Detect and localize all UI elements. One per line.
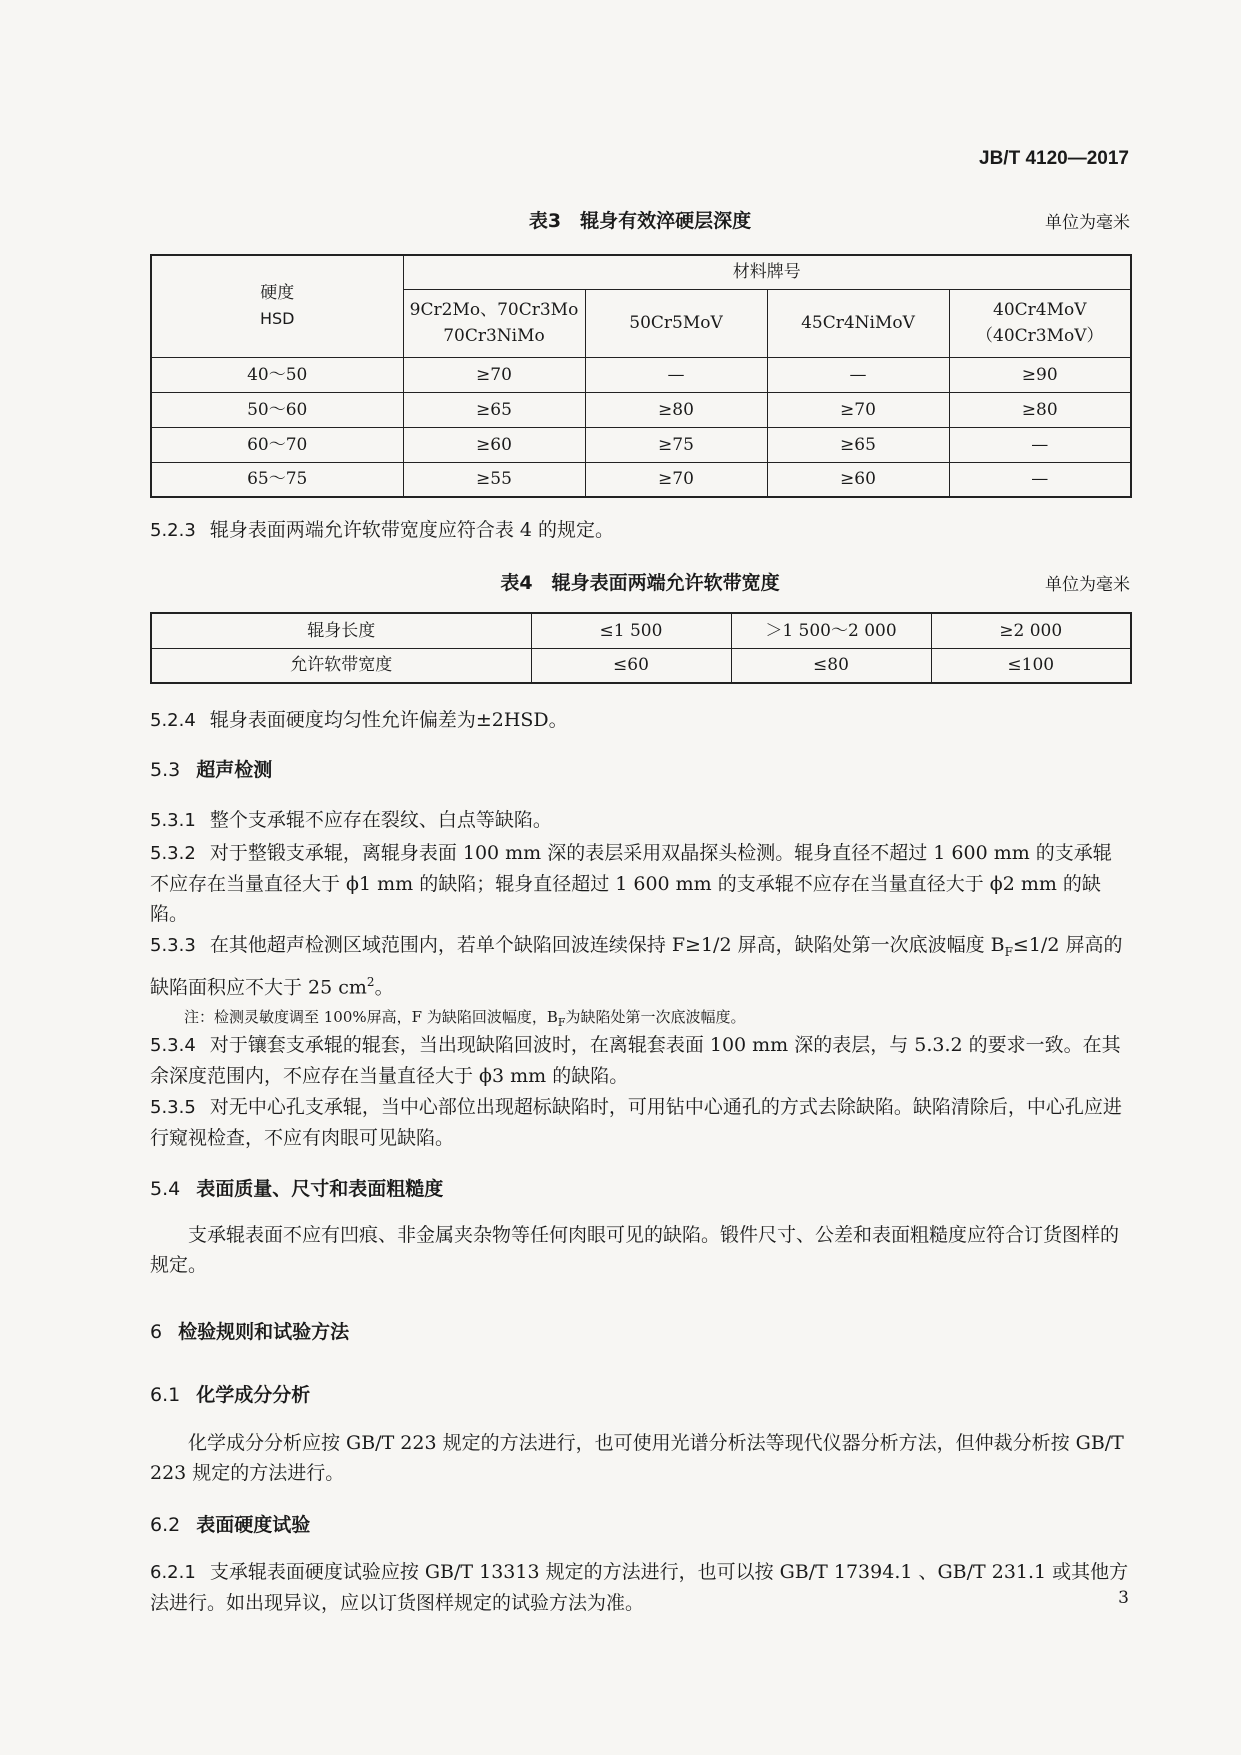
table-cell: ≤1 500 [531, 613, 731, 648]
col1-line2: 70Cr3NiMo [443, 326, 545, 346]
clause-text: 在其他超声检测区域范围内，若单个缺陷回波连续保持 F≥1/2 屏高，缺陷处第一次底波幅度 B [209, 934, 1005, 956]
table-cell: — [949, 462, 1131, 497]
table-cell: ≥60 [767, 462, 949, 497]
table-cell: ＞1 500～2 000 [731, 613, 931, 648]
section-title: 检验规则和试验方法 [178, 1321, 350, 1343]
clause-text: 化学成分分析应按 GB/T 223 规定的方法进行，也可使用光谱分析法等现代仪器分析方法，但仲裁分析按 GB/T 223 规定的方法进行。 [150, 1432, 1124, 1484]
table4 [150, 612, 1132, 684]
clause-text: 辊身表面两端允许软带宽度应符合表 4 的规定。 [209, 519, 614, 541]
section-number: 5.3 [150, 759, 181, 781]
table3-title: 表3 辊身有效淬硬层深度 [528, 210, 752, 232]
page-number: 3 [1118, 1588, 1129, 1608]
table3-col2-header: 50Cr5MoV [585, 289, 767, 357]
clause-5-3-1 [150, 805, 1130, 836]
table-cell: ≥65 [403, 392, 585, 427]
clause-6-2-1 [150, 1557, 1130, 1618]
table-row [151, 648, 1131, 683]
clause-5-2-4 [150, 705, 1130, 736]
table3-caption-row [150, 206, 1130, 234]
table-cell: ≥55 [403, 462, 585, 497]
clause-number: 5.2.3 [150, 520, 196, 541]
clause-5-3-5 [150, 1092, 1130, 1153]
table-row [151, 357, 1131, 392]
superscript: 2 [366, 974, 375, 989]
table-row [151, 462, 1131, 497]
table-cell: ≥75 [585, 427, 767, 462]
section-number: 6 [150, 1321, 163, 1343]
clause-number: 5.3.3 [150, 935, 196, 956]
col4-line2: （40Cr3MoV） [976, 326, 1104, 346]
table-cell: 40～50 [151, 357, 403, 392]
section-number: 6.1 [150, 1384, 181, 1406]
table4-unit: 单位为毫米 [1045, 575, 1130, 595]
table-cell: ≥80 [949, 392, 1131, 427]
section-6-2-heading [150, 1510, 310, 1537]
clause-text: 支承辊表面硬度试验应按 GB/T 13313 规定的方法进行，也可以按 GB/T 17394.1 、GB/T 231.1 或其他方法进行。如出现异议，应以订货图样规定的试验方法为准。 [150, 1561, 1129, 1614]
clause-text: 。 [374, 976, 394, 999]
section-number: 6.2 [150, 1514, 181, 1536]
clause-5-3-2 [150, 838, 1130, 929]
table-cell: ≤100 [931, 648, 1131, 683]
subscript: F [1004, 944, 1013, 959]
clause-text: 对于整锻支承辊，离辊身表面 100 mm 深的表层采用双晶探头检测。辊身直径不超过 1 600 mm 的支承辊不应存在当量直径大于 ϕ1 mm 的缺陷；辊身直径超过 1 600 mm 的支承辊不应存在当量直径大于 ϕ2 mm 的缺陷。 [150, 842, 1112, 925]
table-cell: 允许软带宽度 [151, 648, 531, 683]
table-cell: ≥65 [767, 427, 949, 462]
table-cell: ≤80 [731, 648, 931, 683]
table-cell: — [767, 357, 949, 392]
table3 [150, 254, 1132, 498]
row-header-line2: HSD [259, 309, 295, 329]
section-title: 超声检测 [196, 759, 273, 781]
table3-col3-header: 45Cr4NiMoV [767, 289, 949, 357]
clause-number: 5.3.2 [150, 843, 196, 864]
clause-number: 5.2.4 [150, 710, 196, 731]
clause-text: 对于镶套支承辊的辊套，当出现缺陷回波时，在离辊套表面 100 mm 深的表层，与 5.3.2 的要求一致。在其余深度范围内，不应存在当量直径大于 ϕ3 mm 的缺陷。 [150, 1034, 1121, 1087]
section-title: 表面质量、尺寸和表面粗糙度 [196, 1178, 444, 1200]
section-6-1-heading [150, 1380, 310, 1407]
clause-5-3-4 [150, 1030, 1130, 1091]
table-cell: ≥70 [585, 462, 767, 497]
clause-number: 6.2.1 [150, 1562, 196, 1583]
table-cell: 65～75 [151, 462, 403, 497]
section-title: 化学成分分析 [196, 1384, 311, 1406]
table-cell: 60～70 [151, 427, 403, 462]
table-cell: ≥2 000 [931, 613, 1131, 648]
table-cell: 辊身长度 [151, 613, 531, 648]
table-cell: ≥70 [767, 392, 949, 427]
table-cell: ≥90 [949, 357, 1131, 392]
table-cell: ≥60 [403, 427, 585, 462]
clause-text: 整个支承辊不应存在裂纹、白点等缺陷。 [209, 809, 552, 831]
table3-col4-header [949, 289, 1131, 357]
standard-number: JB/T 4120—2017 [979, 148, 1129, 169]
section-5-3-heading [150, 755, 272, 782]
clause-text: ≤1/2 屏高的缺陷面积应不大于 25 cm [150, 934, 1123, 999]
row-header-line1: 硬度 [260, 283, 295, 304]
table4-caption-row [150, 568, 1130, 596]
clause-number: 5.3.5 [150, 1097, 196, 1118]
table3-group-header: 材料牌号 [403, 255, 1131, 289]
section-title: 表面硬度试验 [196, 1514, 311, 1536]
col4-line1: 40Cr4MoV [993, 300, 1087, 320]
clause-5-4-body [150, 1220, 1130, 1280]
clause-text: 支承辊表面不应有凹痕、非金属夹杂物等任何肉眼可见的缺陷。锻件尺寸、公差和表面粗糙度应符合订货图样的规定。 [150, 1224, 1120, 1276]
clause-number: 5.3.4 [150, 1035, 196, 1056]
clause-6-1-body [150, 1428, 1130, 1488]
section-6-heading [150, 1317, 349, 1344]
table3-unit: 单位为毫米 [1045, 213, 1130, 233]
table-row [151, 427, 1131, 462]
table-cell: ≥70 [403, 357, 585, 392]
table4-title: 表4 辊身表面两端允许软带宽度 [500, 572, 780, 594]
clause-text: 辊身表面硬度均匀性允许偏差为±2HSD。 [209, 709, 568, 731]
note-text: 注：检测灵敏度调至 100%屏高，F 为缺陷回波幅度，B [184, 1008, 558, 1027]
section-5-4-heading [150, 1174, 443, 1201]
table3-row-header [151, 255, 403, 357]
clause-5-3-3 [150, 930, 1130, 1038]
note-text: 为缺陷处第一次底波幅度。 [565, 1008, 746, 1027]
table-cell: — [949, 427, 1131, 462]
clause-number: 5.3.1 [150, 810, 196, 831]
clause-text: 对无中心孔支承辊，当中心部位出现超标缺陷时，可用钻中心通孔的方式去除缺陷。缺陷清除后，中心孔应进行窥视检查，不应有肉眼可见缺陷。 [150, 1096, 1122, 1149]
section-number: 5.4 [150, 1178, 181, 1200]
table3-col1-header [403, 289, 585, 357]
table-row [151, 392, 1131, 427]
table-cell: — [585, 357, 767, 392]
col1-line1: 9Cr2Mo、70Cr3Mo [409, 300, 579, 320]
table-cell: 50～60 [151, 392, 403, 427]
subscript: F [557, 1016, 566, 1030]
table-row [151, 613, 1131, 648]
clause-5-2-3 [150, 515, 1130, 546]
table-cell: ≤60 [531, 648, 731, 683]
table-cell: ≥80 [585, 392, 767, 427]
